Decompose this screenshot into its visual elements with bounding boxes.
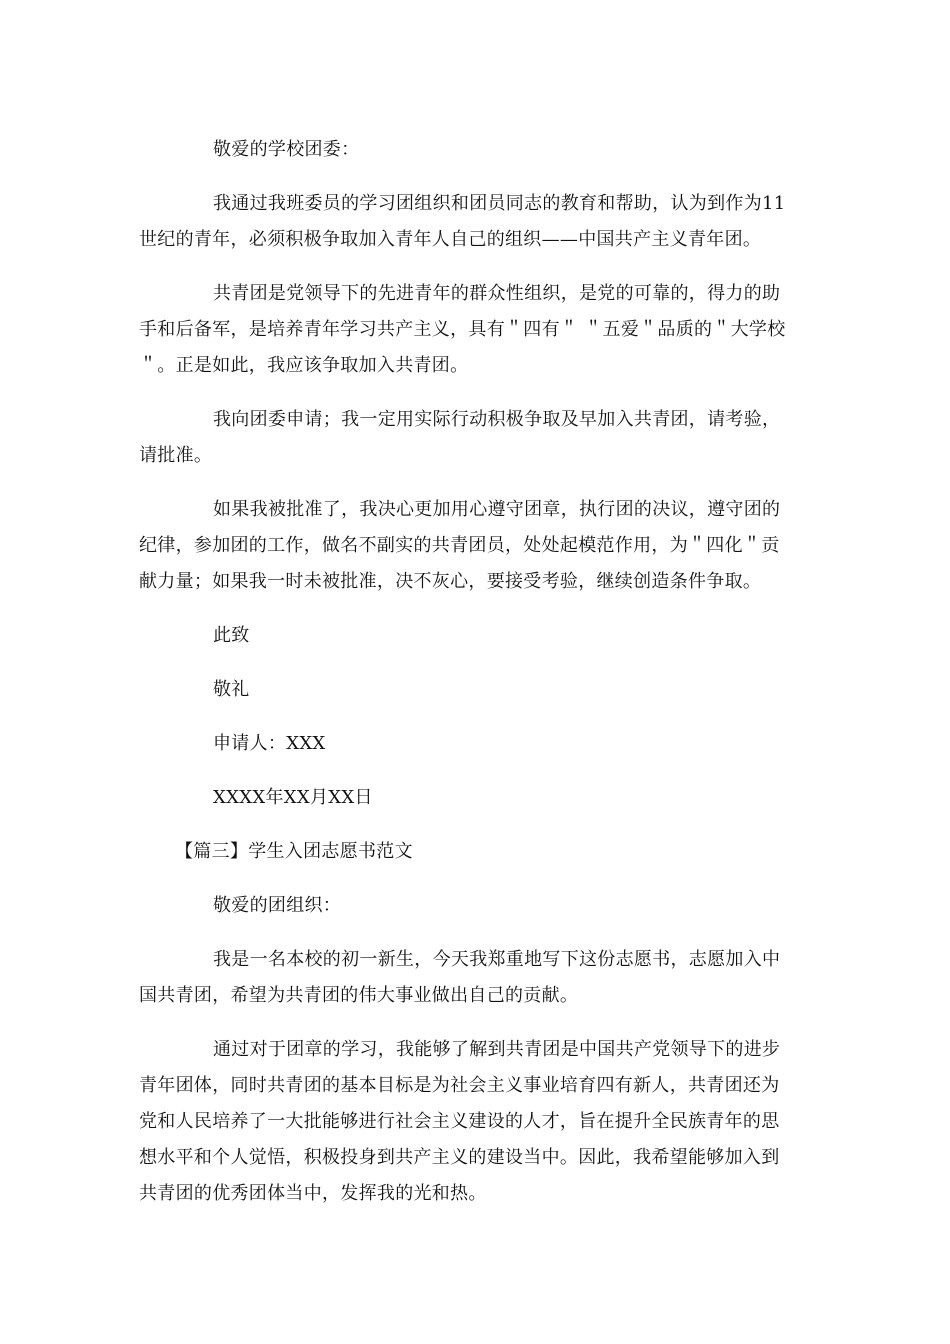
paragraph-line: 青年团体，同时共青团的基本目标是为社会主义事业培育四有新人，共青团还为 [139,1075,780,1096]
paragraph-line: 献力量；如果我一时未被批准，决不灰心，要接受考验，继续创造条件争取。 [139,571,762,592]
paragraph-line: 我是一名本校的初一新生，今天我郑重地写下这份志愿书，志愿加入中 [213,949,781,970]
closing-line: 敬礼 [213,679,250,700]
paragraph-line: 想水平和个人觉悟，积极投身到共产主义的建设当中。因此，我希望能够加入到 [139,1147,780,1168]
salutation: 敬爱的团组织： [213,895,342,916]
paragraph-line: 国共青团，希望为共青团的伟大事业做出自己的贡献。 [139,985,579,1006]
paragraph-line: 我向团委申请；我一定用实际行动积极争取及早加入共青团，请考验， [213,409,781,430]
applicant-line: 申请人：XXX [213,733,326,754]
paragraph-line: 如果我被批准了，我决心更加用心遵守团章，执行团的决议，遵守团的 [213,499,781,520]
paragraph-line: 手和后备军，是培养青年学习共产主义，具有＂四有＂ ＂五爱＂品质的＂大学校 [139,319,786,340]
paragraph-line: 共青团是党领导下的先进青年的群众性组织，是党的可靠的，得力的助 [213,283,781,304]
salutation: 敬爱的学校团委： [213,139,360,160]
closing-line: 此致 [213,625,250,646]
paragraph-line: 世纪的青年，必须积极争取加入青年人自己的组织——中国共产主义青年团。 [139,229,762,250]
paragraph-line: ＂。正是如此，我应该争取加入共青团。 [139,355,469,376]
paragraph-line: 纪律，参加团的工作，做名不副实的共青团员，处处起模范作用，为＂四化＂贡 [139,535,780,556]
paragraph-line: 我通过我班委员的学习团组织和团员同志的教育和帮助，认为到作为11 [213,193,786,214]
date-line: XXXX年XX月XX日 [213,787,373,808]
paragraph-line: 通过对于团章的学习，我能够了解到共青团是中国共产党领导下的进步 [213,1039,781,1060]
paragraph-line: 共青团的优秀团体当中，发挥我的光和热。 [139,1183,487,1204]
paragraph-line: 请批准。 [139,445,213,466]
paragraph-line: 党和人民培养了一大批能够进行社会主义建设的人才，旨在提升全民族青年的思 [139,1111,780,1132]
section-heading: 【篇三】学生入团志愿书范文 [175,841,413,862]
